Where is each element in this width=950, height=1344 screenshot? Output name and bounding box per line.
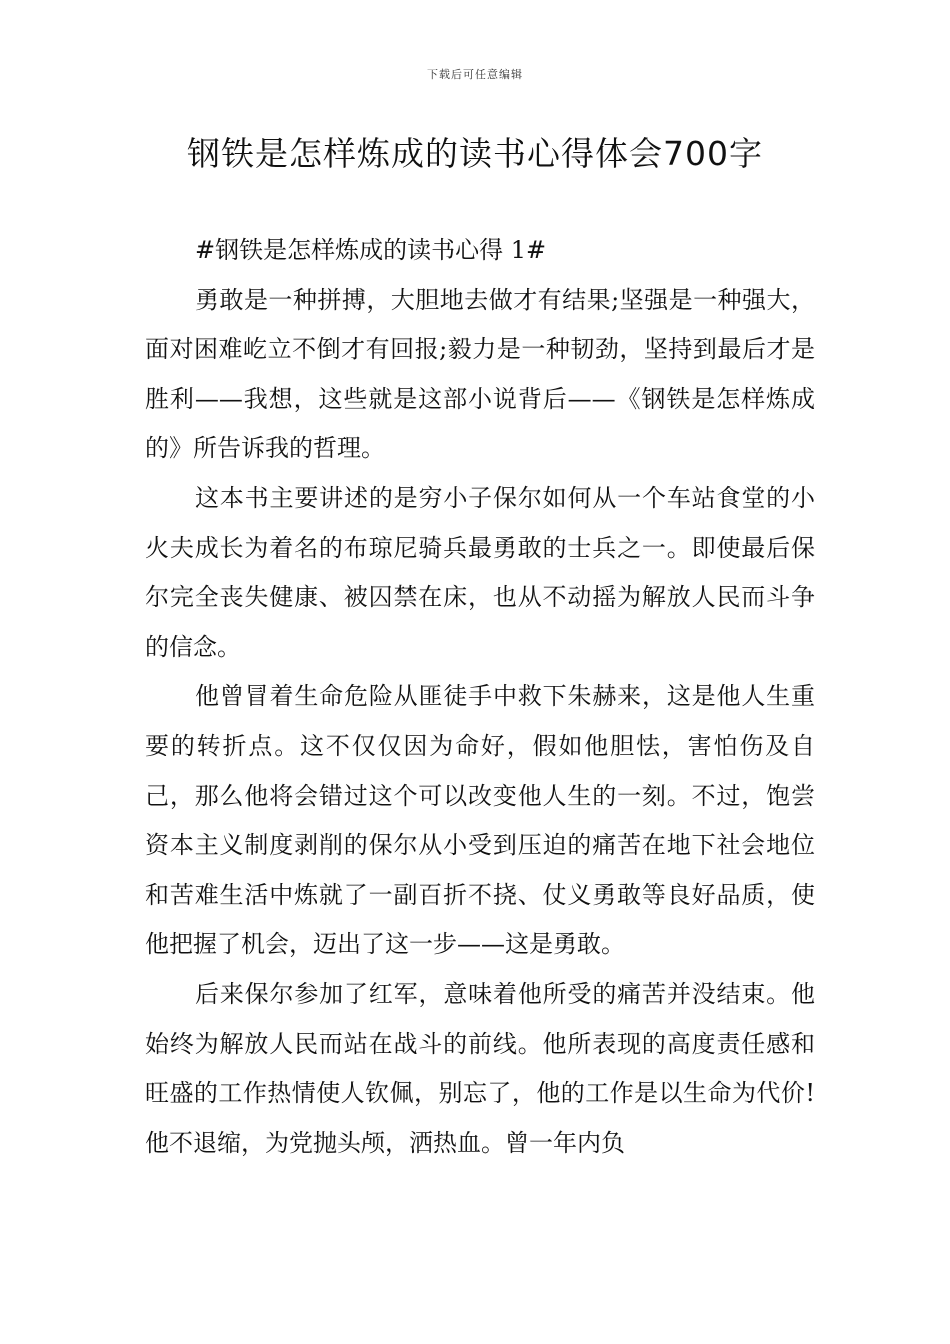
paragraph: 他曾冒着生命危险从匪徒手中救下朱赫来，这是他人生重要的转折点。这不仅仅因为命好，假如他胆怯，害怕伤及自己，那么他将会错过这个可以改变他人生的一刻。不过，饱尝资本主义制度剥削的保尔从小受到压迫的痛苦在地下社会地位和苦难生活中炼就了一副百折不挠、仗义勇敢等良好品质，使他把握了机会，迈出了这一步——这是勇敢。 — [145, 682, 815, 959]
document-title: 钢铁是怎样炼成的读书心得体会700字 — [187, 134, 763, 173]
header-note: 下载后可任意编辑 — [427, 68, 523, 81]
paragraph: 这本书主要讲述的是穷小子保尔如何从一个车站食堂的小火夫成长为着名的布琼尼骑兵最勇敢的士兵之一。即使最后保尔完全丧失健康、被囚禁在床，也从不动摇为解放人民而斗争的信念。 — [145, 483, 815, 661]
section-heading: #钢铁是怎样炼成的读书心得 1# — [195, 236, 547, 264]
document-body — [145, 226, 815, 1168]
paragraph: 勇敢是一种拼搏，大胆地去做才有结果;坚强是一种强大，面对困难屹立不倒才有回报;毅力是一种韧劲，坚持到最后才是胜利——我想，这些就是这部小说背后——《钢铁是怎样炼成的》所告诉我的哲理。 — [145, 285, 815, 463]
paragraph: 后来保尔参加了红军，意味着他所受的痛苦并没结束。他始终为解放人民而站在战斗的前线。他所表现的高度责任感和旺盛的工作热情使人钦佩，别忘了，他的工作是以生命为代价!他不退缩，为党抛头颅，洒热血。曾一年内负 — [145, 979, 815, 1157]
